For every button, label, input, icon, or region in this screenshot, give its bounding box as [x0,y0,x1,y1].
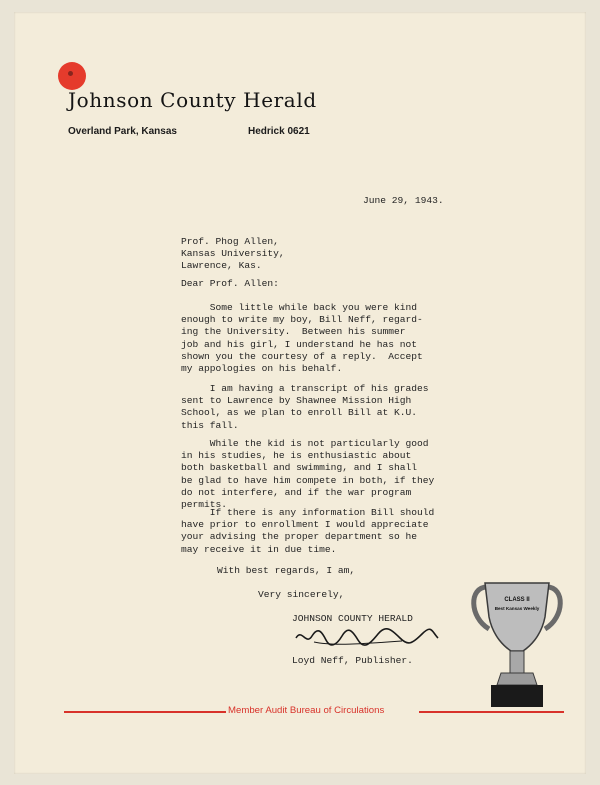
paragraph-3: While the kid is not particularly good in his studies, he is enthusiastic about both basketball and swimming, and I shall be glad to have him compete in both, if they do not interfere, and if the war program permits. [181,438,435,511]
signer-name: Loyd Neff, Publisher. [292,655,413,666]
letter-sheet [14,12,586,774]
inside-address: Prof. Phog Allen, Kansas University, Lawrence, Kas. [181,236,285,272]
handwritten-signature [292,624,442,652]
trophy-icon [467,577,567,717]
company-name: JOHNSON COUNTY HERALD [292,613,413,624]
paragraph-4: If there is any information Bill should have prior to enrollment I would appreciate your advising the proper department so he may receive it in due time. [181,507,435,555]
trophy-label-class: CLASS II [504,597,530,603]
trophy-label-award: Best Kansas Weekly [494,606,540,611]
paragraph-2: I am having a transcript of his grades sent to Lawrence by Shawnee Mission High School, as we plan to enroll Bill at K.U. this fall. [181,383,429,431]
letter-date: June 29, 1943. [363,195,444,206]
footer-text: Member Audit Bureau of Circulations [228,705,385,716]
letterhead-phone: Hedrick 0621 [248,126,310,137]
letterhead-city: Overland Park, Kansas [68,126,177,137]
paragraph-5: With best regards, I am, [217,565,356,576]
salutation: Dear Prof. Allen: [181,278,279,289]
paragraph-1: Some little while back you were kind enough to write my boy, Bill Neff, regard- ing the University. Between his summer job and his girl, I understand he has not shown you the courtesy of a reply. Accept my appologies on his behalf. [181,302,423,375]
closing: Very sincerely, [258,589,345,600]
footer-rule-left [64,711,226,713]
red-dot-logo [58,62,86,90]
masthead-title: Johnson County Herald [68,88,317,112]
